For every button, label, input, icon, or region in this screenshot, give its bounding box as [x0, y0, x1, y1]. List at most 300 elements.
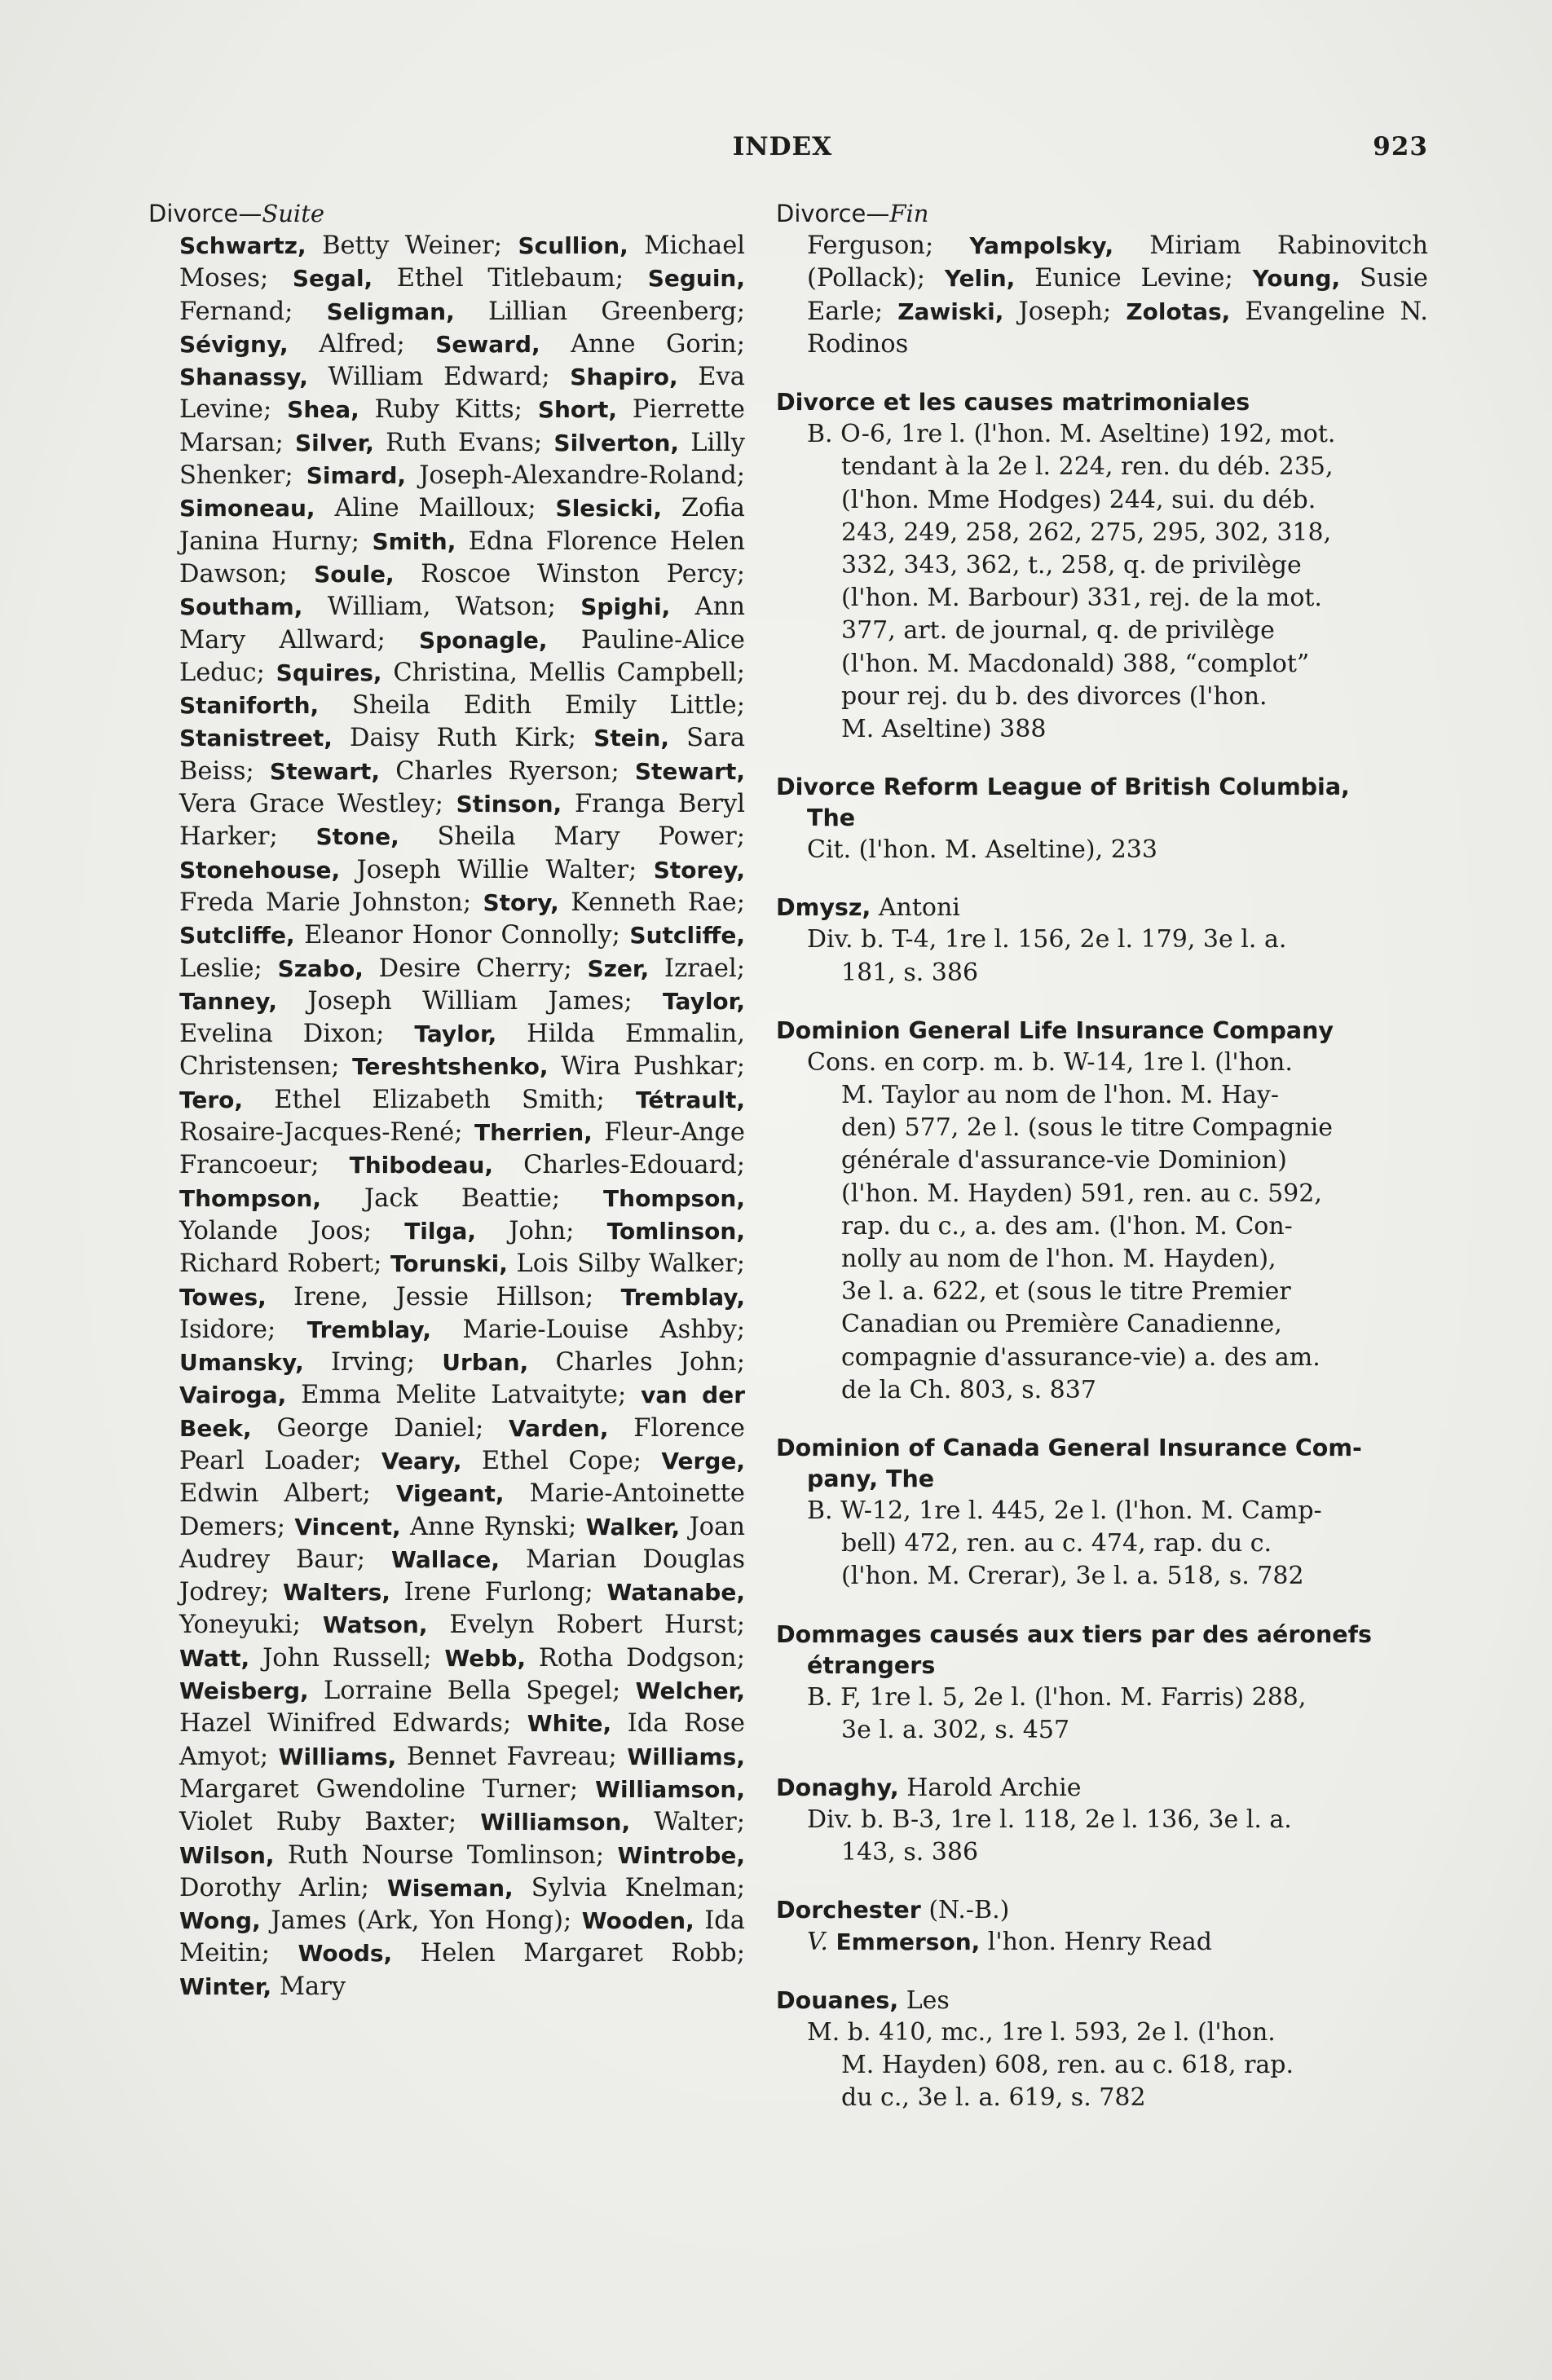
given-names: Christina, Mellis Campbell: [393, 658, 737, 687]
given-names: Yolande Joos: [179, 1216, 364, 1245]
given-names: Irving: [330, 1348, 407, 1377]
name-entry: [587, 954, 736, 983]
see-name: Emmerson,: [836, 1928, 981, 1956]
surname: Sponagle,: [419, 626, 548, 654]
surname: Slesicki,: [555, 495, 663, 522]
given-names: Anne Rynski: [410, 1512, 568, 1541]
surname: Segal,: [292, 265, 373, 293]
entry-heading-rest: Harold Archie: [898, 1774, 1082, 1803]
name-entry: [314, 560, 737, 588]
given-names: Wira Pushkar: [561, 1052, 737, 1082]
surname: Vincent,: [294, 1513, 401, 1540]
name-entry: [179, 330, 396, 359]
given-names: Emma Melite Latvaityte: [301, 1381, 618, 1410]
given-names: John Russell: [262, 1643, 424, 1673]
surname: Szer,: [587, 954, 650, 982]
given-names: Evangeline N. Rodinos: [807, 297, 1428, 359]
given-names: Alfred: [319, 329, 397, 359]
surname: Williams,: [627, 1743, 745, 1770]
surname: Watt,: [179, 1644, 250, 1672]
name-entry: [179, 1184, 552, 1213]
surname: Schwartz,: [179, 232, 306, 259]
surname: Tilga,: [404, 1217, 477, 1245]
surname: Soule,: [314, 560, 395, 588]
name-entry: [270, 757, 611, 786]
given-names: Florence Pearl Loader: [179, 1413, 745, 1475]
given-names: Fleur-Ange Francoeur: [179, 1118, 745, 1180]
given-names: Kenneth Rae: [571, 888, 737, 917]
name-entry: [179, 1644, 423, 1673]
index-entry: [776, 1620, 1428, 1747]
entry-line: 3e l. a. 302, s. 457: [841, 1715, 1070, 1744]
entry-heading-rest: Antoni: [871, 893, 960, 923]
surname: Tremblay,: [306, 1316, 432, 1343]
given-names: Rosaire-Jacques-René: [179, 1118, 455, 1148]
index-entry: [776, 772, 1428, 866]
given-names: Marian Douglas Jodrey: [179, 1545, 745, 1607]
index-entry: [776, 1773, 1428, 1869]
surname: Towes,: [179, 1283, 267, 1311]
given-names: Irene Furlong: [403, 1578, 585, 1607]
given-names: Ann Mary Allward: [179, 593, 745, 654]
surname: Short,: [537, 396, 617, 424]
entry-line: tendant à la 2e l. 224, ren. du déb. 235,: [841, 452, 1334, 482]
name-entry: [404, 1217, 566, 1245]
page-number: 923: [1373, 132, 1428, 161]
given-names: Dorothy Arlin: [179, 1873, 361, 1902]
name-entry: [307, 1316, 737, 1344]
name-entry: [279, 1743, 609, 1771]
entry-line: M. Hayden) 608, ren. au c. 618, rap.: [841, 2050, 1294, 2079]
surname: Watson,: [322, 1611, 428, 1639]
given-names: Charles John: [555, 1348, 737, 1377]
given-names: Lillian Greenberg: [487, 297, 737, 326]
surname: Tremblay,: [620, 1283, 745, 1311]
name-entry: [278, 954, 564, 983]
entry-heading: [776, 387, 1428, 418]
see-marker: V.: [807, 1928, 828, 1957]
entry-line: den) 577, 2e l. (sous le titre Compagnie: [841, 1113, 1333, 1143]
name-entry: [483, 888, 737, 917]
surname: Welcher,: [635, 1677, 745, 1705]
given-names: Zofia Janina Hurny: [179, 494, 745, 556]
entry-line: nolly au nom de l'hon. M. Hayden),: [841, 1245, 1276, 1274]
entry-line: 181, s. 386: [841, 958, 979, 987]
page-header-title: INDEX: [732, 132, 833, 161]
entry-line: bell) 472, ren. au c. 474, rap. du c.: [841, 1529, 1272, 1558]
given-names: Edna Florence Helen Dawson: [179, 527, 745, 588]
heading-text: Divorce—: [148, 200, 262, 227]
name-entry: [298, 1939, 736, 1968]
surname: Zolotas,: [1126, 298, 1231, 325]
surname: Wallace,: [390, 1545, 500, 1573]
name-entry: [352, 1052, 737, 1081]
name-entry: [387, 1874, 737, 1902]
name-entry: [179, 494, 527, 522]
given-names: Sheila Edith Emily Little: [351, 691, 737, 721]
entry-line: de la Ch. 803, s. 837: [841, 1375, 1096, 1404]
name-entry: [179, 1348, 407, 1377]
surname: Tereshtshenko,: [352, 1053, 549, 1081]
given-names: John: [509, 1216, 567, 1245]
name-entry: [381, 1447, 633, 1475]
surname: Wong,: [179, 1907, 261, 1935]
given-names: Bennet Favreau: [406, 1742, 609, 1771]
surname: Sutcliffe,: [179, 922, 295, 950]
given-names: Isidore: [179, 1315, 267, 1344]
name-entry: [179, 1086, 597, 1114]
surname: Williamson,: [480, 1809, 631, 1836]
entry-heading: [776, 1433, 1428, 1464]
given-names: Charles Ryerson: [395, 756, 611, 786]
entry-heading: [776, 772, 1428, 803]
surname: Therrien,: [474, 1119, 593, 1147]
surname: Southam,: [179, 593, 303, 621]
right-column: [776, 197, 1428, 2114]
given-names: Roscoe Winston Percy: [421, 559, 737, 588]
entry-line: Div. b. T-4, 1re l. 156, 2e l. 179, 3e l. a.: [807, 925, 1287, 954]
entry-body: [776, 923, 1428, 989]
entry-line: générale d'assurance-vie Dominion): [841, 1146, 1287, 1175]
given-names: Anne Gorin: [571, 329, 737, 359]
name-entry: [179, 691, 737, 720]
surname: Wooden,: [581, 1907, 694, 1935]
heading-italic: Suite: [262, 200, 325, 227]
entry-body: [776, 1804, 1428, 1869]
entry-line: Cons. en corp. m. b. W-14, 1re l. (l'hon.: [807, 1047, 1293, 1077]
entry-line: Cit. (l'hon. M. Aseltine), 233: [807, 835, 1157, 865]
surname: Young,: [1252, 265, 1341, 293]
given-names: Pierrette Marsan: [179, 395, 745, 457]
given-names: Sylvia Knelman: [531, 1873, 737, 1902]
heading-italic: Fin: [889, 200, 929, 227]
entry-heading-bold: Dominion of Canada General Insurance Com-: [776, 1435, 1362, 1462]
given-names: Mary: [279, 1972, 346, 2001]
surname: Smith,: [372, 527, 456, 555]
given-names: Hilda Emmalin, Christensen: [179, 1020, 745, 1082]
given-names: Ida Rose Amyot: [179, 1709, 745, 1771]
name-entry: [179, 921, 612, 950]
given-names: Hazel Winifred Edwards: [179, 1709, 503, 1739]
surname: Szabo,: [277, 954, 364, 982]
surname: Weisberg,: [179, 1677, 309, 1705]
name-entry: [315, 822, 736, 851]
name-entry: [294, 1513, 568, 1541]
entry-line: B. F, 1re l. 5, 2e l. (l'hon. M. Farris) 288,: [807, 1682, 1307, 1712]
given-names: Betty Weiner: [322, 231, 494, 260]
entry-heading: [776, 1986, 1428, 2016]
given-names: Joseph-Alexandre-Roland: [419, 461, 737, 491]
entry-heading-bold: Dorchester: [776, 1897, 921, 1924]
entry-heading-bold: Dmysz,: [776, 894, 871, 922]
given-names: Eunice Levine: [1034, 264, 1225, 293]
given-names: Rotha Dodgson: [538, 1643, 737, 1673]
given-names: Edwin Albert: [179, 1479, 363, 1509]
surname: Woods,: [298, 1940, 393, 1968]
given-names: Lilly Shenker: [179, 428, 745, 491]
entry-heading-rest: (N.-B.): [920, 1896, 1010, 1925]
surname: Scullion,: [518, 232, 628, 259]
name-entry: [327, 298, 737, 326]
name-entry: [444, 1644, 736, 1673]
surname: Verge,: [661, 1447, 745, 1474]
surname: Tero,: [179, 1086, 244, 1113]
given-names: James (Ark, Yon Hong): [271, 1906, 563, 1936]
surname: Wilson,: [179, 1841, 275, 1869]
given-names: Aline Mailloux: [334, 494, 528, 523]
surname: Stanistreet,: [179, 725, 333, 752]
given-names: Eva Levine: [179, 363, 745, 425]
name-entry: [179, 1283, 585, 1311]
entry-line: (l'hon. Mme Hodges) 244, sui. du déb.: [841, 485, 1316, 514]
entry-heading-bold: Divorce et les causes matrimoniales: [776, 389, 1250, 416]
given-names: Sheila Mary Power: [437, 822, 737, 852]
entry-line: B. W-12, 1re l. 445, 2e l. (l'hon. M. Camp-: [807, 1496, 1322, 1526]
given-names: Evelyn Robert Hurst: [449, 1611, 737, 1640]
surname: Umansky,: [179, 1349, 304, 1377]
surname: van der Beek,: [179, 1382, 746, 1442]
name-entry: [179, 363, 541, 391]
given-names: Sara Beiss: [179, 724, 745, 786]
entry-line: rap. du c., a. des am. (l'hon. M. Con-: [841, 1211, 1293, 1241]
entry-heading-bold: Divorce Reform League of British Columbia,: [776, 774, 1350, 801]
surname: Storey,: [653, 856, 745, 884]
given-names: Margaret Gwendoline Turner: [179, 1774, 570, 1804]
continuation-heading: [776, 197, 1428, 230]
entry-heading: [776, 1620, 1428, 1651]
surname: Shea,: [287, 396, 359, 424]
entry-body: [776, 1926, 1428, 1959]
surname: Tomlinson,: [606, 1217, 745, 1245]
name-entry: [179, 1841, 596, 1870]
entry-heading: [776, 1773, 1428, 1804]
surname: Shapiro,: [570, 364, 678, 391]
surname: Watanabe,: [606, 1579, 745, 1606]
surname: Seligman,: [326, 298, 455, 325]
surname: Urban,: [442, 1349, 529, 1377]
see-reference: [807, 1926, 1428, 1959]
surname: Veary,: [381, 1447, 462, 1474]
entry-heading-continued: pany, The: [807, 1465, 935, 1493]
index-entry: [776, 387, 1428, 746]
entry-line: 3e l. a. 622, et (sous le titre Premier: [841, 1277, 1291, 1307]
surname: Sévigny,: [179, 330, 289, 358]
given-names: Miriam Rabinovitch (Pollack): [807, 231, 1428, 293]
name-entry: [179, 724, 568, 752]
given-names: Joseph Willie Walter: [356, 855, 629, 884]
given-names: Susie Earle: [807, 264, 1428, 326]
name-list: Schwartz, Betty Weiner; Scullion, Michael Moses; Segal, Ethel Titlebaum; Seguin, Fernand; Seligman, Lillian Greenberg; Sévigny, Alfred; Seward, Anne Gorin; Shanassy, William Edward; Shapiro, Eva Levine; Shea, Ruby Kitts; Short, Pierrette Marsan; Silver, Ruth Evans; Silverton, Lilly Shenker; Simard, Joseph-Alexandre-Roland; Simoneau, Aline Mailloux; Slesicki, Zofia Janina Hurny; Smith, Edna Florence Helen Dawson; Soule, Roscoe Winston Percy; Southam, William, Watson; Spighi, Ann Mary Allward; Sponagle, Pauline-Alice Leduc; Squires, Christina, Mellis Campbell; Staniforth, Sheila Edith Emily Little; Stanistreet, Daisy Ruth Kirk; Stein, Sara Beiss; Stewart, Charles Ryerson; Stewart, Vera Grace Westley; Stinson, Franga Beryl Harker; Stone, Sheila Mary Power; Stonehouse, Joseph Willie Walter; Storey, Freda Marie Johnston; Story, Kenneth Rae; Sutcliffe, Eleanor Honor Connolly; Sutcliffe, Leslie; Szabo, Desire Cherry; Szer, Izrael; Tanney, Joseph William James; Taylor, Evelina Dixon; Taylor, Hilda Emmalin, Christensen; Tereshtshenko, Wira Pushkar; Tero, Ethel Elizabeth Smith; Tétrault, Rosaire-Jacques-René; Therrien, Fleur-Ange Francoeur; Thibodeau, Charles-Edouard; Thompson, Jack Beattie; Thompson, Yolande Joos; Tilga, John; Tomlinson, Richard Robert; Torunski, Lois Silby Walker; Towes, Irene, Jessie Hillson; Tremblay, Isidore; Tremblay, Marie-Louise Ashby; Umansky, Irving; Urban, Charles John; Vairoga, Emma Melite Latvaityte; van der Beek, George Daniel; Varden, Florence Pearl Loader; Veary, Ethel Cope; Verge, Edwin Albert; Vigeant, Marie-Antoinette Demers; Vincent, Anne Rynski; Walker, Joan Audrey Baur; Wallace, Marian Douglas Jodrey; Walters, Irene Furlong; Watanabe, Yoneyuki; Watson, Evelyn Robert Hurst; Watt, John Russell; Webb, Rotha Dodgson; Weisberg, Lorraine Bella Spegel; Welcher, Hazel Winifred Edwards; White, Ida Rose Amyot; Williams, Bennet Favreau; Williams, Margaret Gwendoline Turner; Williamson, Violet Ruby Baxter; Williamson, Walter; Wilson, Ruth Nourse Tomlinson; Wintrobe, Dorothy Arlin; Wiseman, Sylvia Knelman; Wong, James (Ark, Yon Hong); Wooden, Ida Meitin; Woods, Helen Margaret Robb; Winter, Mary: [179, 231, 746, 2001]
given-names: Richard Robert: [179, 1250, 374, 1279]
entry-line: M. b. 410, mc., 1re l. 593, 2e l. (l'hon.: [807, 2017, 1276, 2047]
given-names: Evelina Dixon: [179, 1020, 377, 1049]
given-names: Charles-Edouard: [523, 1151, 737, 1180]
surname: Stinson,: [456, 791, 562, 818]
surname: Wiseman,: [386, 1874, 514, 1902]
entry-line: (l'hon. M. Hayden) 591, ren. au c. 592,: [841, 1179, 1322, 1208]
surname: Story,: [483, 888, 559, 916]
given-names: Jack Beattie: [364, 1183, 552, 1213]
name-entry: [179, 1906, 563, 1935]
entry-heading: [776, 1895, 1428, 1926]
index-entry: [776, 1986, 1428, 2115]
name-entry: [179, 1972, 346, 2001]
surname: Torunski,: [390, 1250, 508, 1278]
name-entry: [435, 330, 736, 359]
surname: White,: [527, 1710, 612, 1738]
given-names: Leslie: [179, 954, 254, 983]
surname: Stone,: [315, 823, 399, 851]
given-names: Franga Beryl Harker: [179, 790, 745, 852]
surname: Winter,: [179, 1972, 272, 2000]
given-names: Freda Marie Johnston: [179, 888, 463, 917]
surname: Stonehouse,: [179, 856, 341, 884]
name-entry: [179, 1677, 612, 1705]
name-entry: [897, 298, 1103, 326]
given-names: Marie-Louise Ashby: [462, 1315, 737, 1344]
given-names: Irene, Jessie Hillson: [293, 1282, 585, 1311]
entry-body: [776, 2016, 1428, 2115]
entry-line: du c., 3e l. a. 619, s. 782: [841, 2083, 1146, 2113]
given-names: Pauline-Alice Leduc: [179, 625, 745, 687]
surname: Tétrault,: [635, 1086, 745, 1113]
given-names: Lois Silby Walker: [516, 1250, 737, 1279]
entry-heading-bold: Dominion General Life Insurance Company: [776, 1016, 1334, 1044]
index-entry: [776, 1433, 1428, 1593]
surname: Vairoga,: [179, 1382, 287, 1409]
given-names: William Edward: [328, 363, 542, 392]
name-entry: [323, 1611, 737, 1639]
surname: Williamson,: [595, 1775, 745, 1803]
surname: Stewart,: [634, 757, 745, 785]
entry-heading-bold: Douanes,: [776, 1986, 899, 2014]
name-entry: [179, 987, 624, 1016]
given-names: Helen Margaret Robb: [420, 1939, 737, 1968]
name-entry: [287, 395, 514, 424]
entry-line: M. Taylor au nom de l'hon. M. Hay-: [841, 1081, 1279, 1110]
index-entry: [776, 1016, 1428, 1407]
given-names: Izrael: [664, 954, 737, 983]
given-names: George Daniel: [276, 1413, 475, 1443]
surname: Staniforth,: [179, 692, 320, 720]
given-names: Marie-Antoinette Demers: [179, 1479, 745, 1541]
surname: Thibodeau,: [349, 1152, 494, 1179]
given-names: Ferguson: [807, 231, 925, 260]
entry-line: (l'hon. M. Barbour) 331, rej. de la mot.: [841, 584, 1322, 613]
entry-line: pour rej. du b. des divorces (l'hon.: [841, 681, 1268, 711]
entry-heading-bold: Donaghy,: [776, 1774, 899, 1802]
surname: Yelin,: [944, 265, 1016, 293]
given-names: Yoneyuki: [179, 1611, 293, 1640]
name-entry: [306, 461, 737, 490]
name-entry: [390, 1250, 737, 1278]
surname: Silverton,: [553, 429, 680, 456]
given-names: Michael Moses: [179, 231, 745, 293]
surname: Silver,: [295, 429, 374, 456]
surname: Tanney,: [179, 987, 277, 1015]
entry-line: Canadian ou Première Canadienne,: [841, 1310, 1282, 1339]
surname: Walker,: [585, 1513, 681, 1540]
surname: Sutcliffe,: [629, 922, 745, 950]
name-entry: [179, 593, 548, 621]
given-names: Joseph William James: [307, 986, 624, 1016]
given-names: Ruth Nourse Tomlinson: [287, 1840, 596, 1870]
left-column: [148, 197, 745, 2003]
entry-body: [776, 1047, 1428, 1407]
name-entry: [442, 1348, 737, 1377]
name-entry: [807, 231, 925, 260]
surname: Simoneau,: [179, 495, 315, 522]
name-list: Ferguson; Yampolsky, Miriam Rabinovitch (Pollack); Yelin, Eunice Levine; Young, Susie Earle; Zawiski, Joseph; Zolotas, Evangeline N. Rodinos: [807, 231, 1428, 359]
name-entry: [293, 264, 615, 293]
index-entry: [776, 892, 1428, 989]
entry-heading-continued: The: [807, 804, 856, 832]
surname: Stein,: [593, 725, 669, 752]
name-entry: [276, 659, 737, 687]
entry-line: 377, art. de journal, q. de privilège: [841, 616, 1275, 646]
entry-line: M. Aseltine) 388: [841, 715, 1047, 744]
given-names: Ruby Kitts: [374, 395, 514, 425]
index-entries: [776, 387, 1428, 2114]
entry-heading-continued: étrangers: [807, 1651, 936, 1679]
name-entry: [350, 1151, 737, 1179]
entry-line: compagnie d'assurance-vie) a. des am.: [841, 1342, 1321, 1372]
given-names: William, Watson: [327, 593, 548, 622]
given-names: Desire Cherry: [378, 954, 564, 983]
given-names: Daisy Ruth Kirk: [350, 724, 568, 753]
entry-heading-rest: Les: [898, 1986, 950, 2015]
surname: Simard,: [306, 462, 407, 490]
entry-line: 332, 343, 362, t., 258, q. de privilège: [841, 551, 1302, 580]
continuation-heading: [148, 197, 745, 230]
given-names: Lorraine Bella Spegel: [324, 1677, 613, 1706]
surname: Stewart,: [269, 757, 381, 785]
surname: Spighi,: [580, 593, 671, 621]
name-entry: [179, 1381, 618, 1409]
surname: Wintrobe,: [617, 1841, 745, 1869]
given-names: Ruth Evans: [386, 428, 534, 457]
surname: Yampolsky,: [969, 232, 1114, 259]
entry-line: Div. b. B-3, 1re l. 118, 2e l. 136, 3e l. a.: [807, 1805, 1292, 1835]
given-names: Walter: [654, 1808, 737, 1837]
see-rest: l'hon. Henry Read: [980, 1928, 1212, 1957]
index-entry: [776, 1895, 1428, 1959]
surname: Squires,: [276, 659, 382, 686]
given-names: Joan Audrey Baur: [179, 1512, 745, 1574]
entry-heading: [776, 1016, 1428, 1047]
given-names: Eleanor Honor Connolly: [304, 921, 612, 950]
surname: Thompson,: [179, 1184, 321, 1212]
surname: Seward,: [435, 330, 540, 358]
given-names: Ethel Cope: [481, 1446, 633, 1475]
name-entry: [945, 264, 1225, 293]
surname: Thompson,: [603, 1184, 745, 1212]
surname: Varden,: [509, 1414, 609, 1442]
entry-body: [776, 1495, 1428, 1593]
name-entry: [295, 429, 534, 457]
given-names: Vera Grace Westley: [179, 790, 435, 819]
surname: Seguin,: [647, 265, 745, 293]
entry-line: 143, s. 386: [841, 1838, 979, 1867]
entry-heading: [776, 892, 1428, 923]
entry-line: (l'hon. M. Crerar), 3e l. a. 518, s. 782: [841, 1562, 1304, 1591]
entry-line: B. O-6, 1re l. (l'hon. M. Aseltine) 192, mot.: [807, 420, 1336, 449]
entry-line: 243, 249, 258, 262, 275, 295, 302, 318,: [841, 518, 1332, 547]
entry-body: [776, 418, 1428, 746]
surname: Webb,: [444, 1644, 527, 1672]
name-entry: [283, 1578, 584, 1606]
given-names: Ethel Elizabeth Smith: [274, 1085, 597, 1114]
